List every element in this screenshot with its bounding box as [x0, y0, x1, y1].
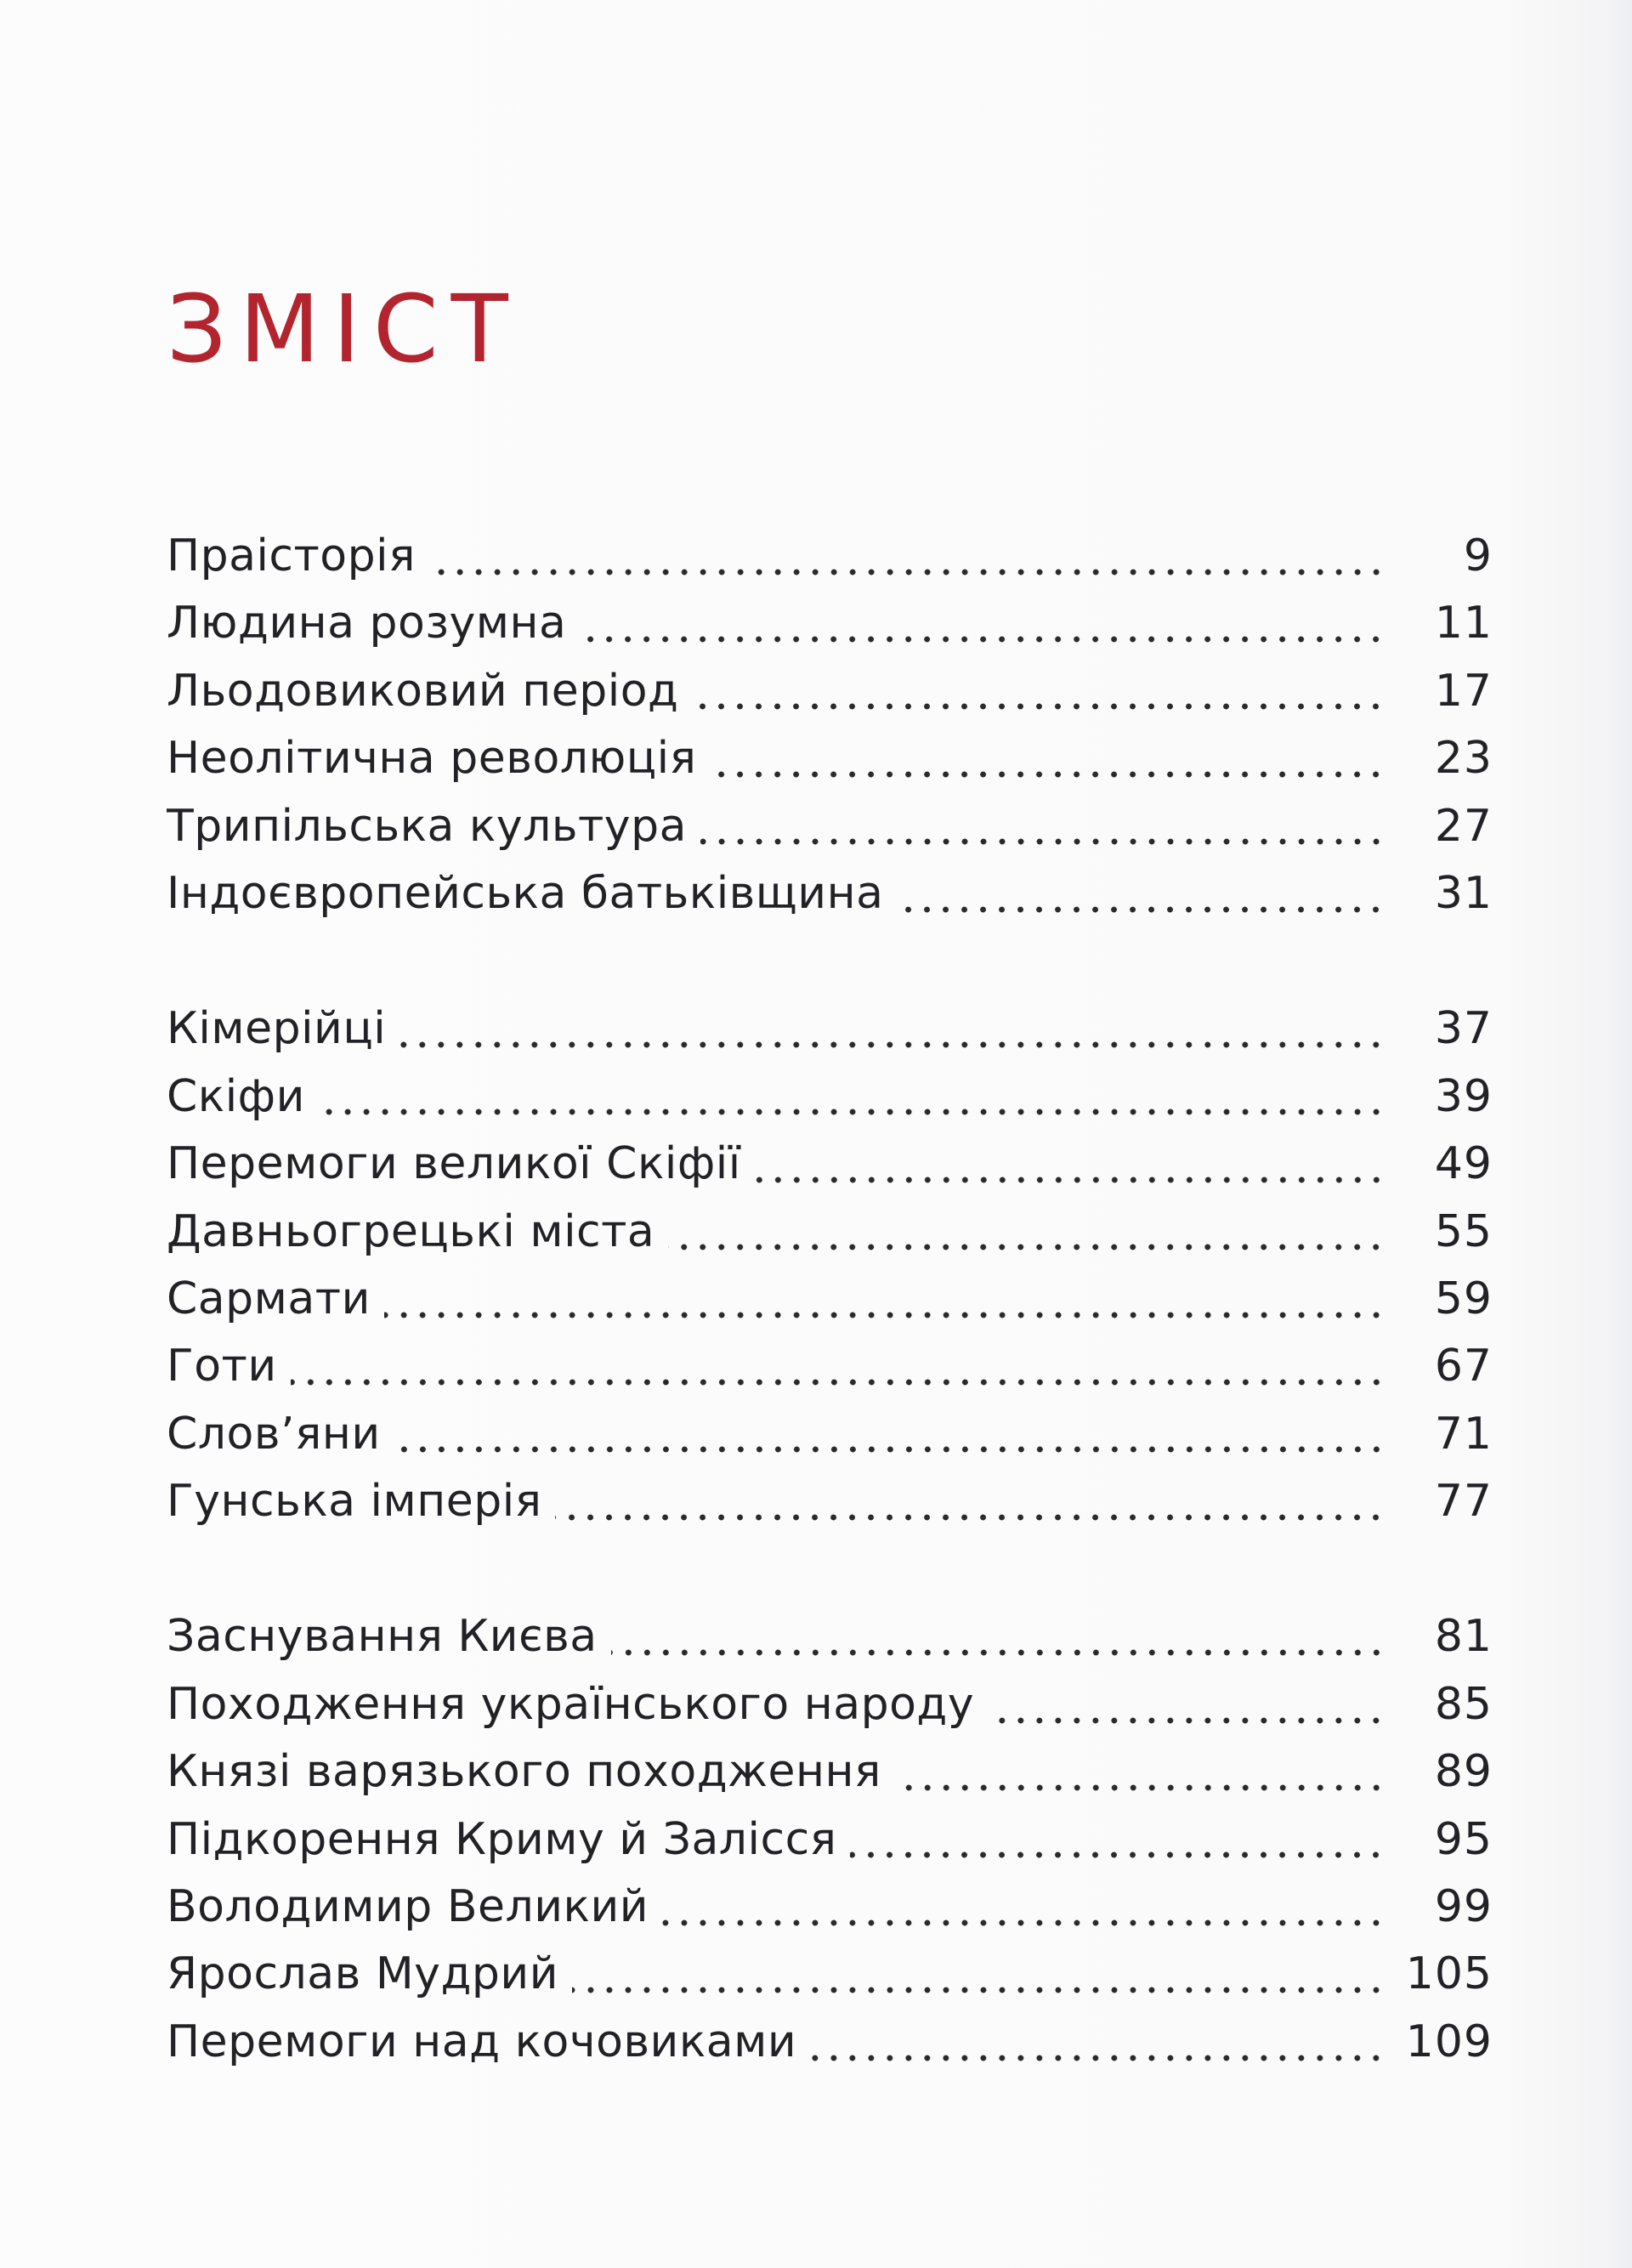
- toc-entry-page: 55: [1434, 1205, 1493, 1257]
- dot-leader: [572, 1987, 1386, 1993]
- toc-entry-title: Готи: [167, 1341, 277, 1392]
- toc-entry-title: Праісторія: [167, 530, 416, 581]
- toc-entry-title: Підкорення Криму й Залісся: [167, 1813, 837, 1865]
- toc-entry-page: 71: [1434, 1408, 1493, 1460]
- toc-entry[interactable]: [167, 995, 1493, 1063]
- toc-entry-title: Трипільська культура: [167, 800, 687, 852]
- dot-leader: [700, 838, 1386, 845]
- toc-entry-page: 37: [1434, 1003, 1493, 1055]
- toc-entry-page: 49: [1434, 1138, 1493, 1190]
- toc-entry-title: Перемоги над кочовиками: [167, 2016, 797, 2067]
- toc-entry-title: Льодовиковий період: [167, 665, 679, 717]
- toc-entry-title: Походження українського народу: [167, 1678, 975, 1730]
- toc-entry-page: 81: [1434, 1611, 1493, 1663]
- toc-section-3: [167, 1603, 1493, 2076]
- toc-entry[interactable]: [167, 1063, 1493, 1131]
- toc-entry[interactable]: [167, 793, 1493, 860]
- toc-entry[interactable]: [167, 1874, 1493, 1941]
- toc-entry-title: Скіфи: [167, 1070, 305, 1122]
- dot-leader: [580, 636, 1386, 643]
- toc-entry-title: Заснування Києва: [167, 1611, 598, 1663]
- toc-entry-title: Сармати: [167, 1273, 371, 1324]
- toc-entry-page: 95: [1434, 1813, 1493, 1865]
- toc-entry-title: Слов’яни: [167, 1408, 381, 1460]
- page-edge-shadow: [1612, 0, 1632, 2268]
- contents-title: ЗМІСТ: [167, 275, 521, 383]
- toc-section-1: [167, 523, 1493, 927]
- toc-entry-page: 67: [1434, 1341, 1493, 1392]
- dot-leader: [291, 1379, 1386, 1386]
- dot-leader: [850, 1851, 1386, 1858]
- toc-entry-title: Володимир Великий: [167, 1881, 649, 1933]
- toc-entry[interactable]: [167, 523, 1493, 590]
- toc-entry-title: Людина розумна: [167, 598, 567, 649]
- dot-leader: [692, 703, 1386, 710]
- dot-leader: [895, 1784, 1386, 1791]
- toc-entry[interactable]: [167, 1738, 1493, 1806]
- toc-entry[interactable]: [167, 658, 1493, 725]
- toc-entry-page: 17: [1434, 665, 1493, 717]
- toc-section-2: [167, 995, 1493, 1535]
- toc-entry-page: 39: [1434, 1070, 1493, 1122]
- dot-leader: [897, 906, 1386, 913]
- toc-entry-page: 9: [1463, 530, 1493, 581]
- dot-leader: [384, 1312, 1386, 1318]
- toc-entry[interactable]: [167, 1131, 1493, 1198]
- toc-entry[interactable]: [167, 1806, 1493, 1874]
- toc-entry-title: Гунська імперія: [167, 1476, 542, 1528]
- toc-entry[interactable]: [167, 590, 1493, 657]
- toc-entry-title: Перемоги великої Скіфії: [167, 1138, 741, 1190]
- toc-entry-title: Давньогрецькі міста: [167, 1205, 655, 1257]
- toc-entry-page: 109: [1405, 2016, 1493, 2067]
- dot-leader: [668, 1244, 1386, 1250]
- toc-entry[interactable]: [167, 1333, 1493, 1400]
- toc-entry-title: Кімерійці: [167, 1003, 387, 1055]
- dot-leader: [662, 1919, 1386, 1926]
- dot-leader: [810, 2055, 1386, 2061]
- toc-entry[interactable]: [167, 1401, 1493, 1468]
- dot-leader: [429, 569, 1386, 576]
- toc-entry[interactable]: [167, 1199, 1493, 1266]
- toc-entry-title: Неолітична революція: [167, 733, 697, 785]
- toc-entry[interactable]: [167, 1266, 1493, 1333]
- toc-entry-page: 23: [1434, 733, 1493, 785]
- toc-entry-page: 31: [1434, 867, 1493, 919]
- dot-leader: [394, 1446, 1386, 1453]
- toc-entry-page: 77: [1434, 1476, 1493, 1528]
- dot-leader: [710, 771, 1386, 778]
- toc-entry-page: 59: [1434, 1273, 1493, 1324]
- table-of-contents: [167, 523, 1493, 2144]
- dot-leader: [555, 1514, 1386, 1521]
- toc-entry[interactable]: [167, 1941, 1493, 2008]
- toc-entry[interactable]: [167, 1468, 1493, 1535]
- toc-entry[interactable]: [167, 1671, 1493, 1738]
- toc-entry-page: 105: [1405, 1948, 1493, 2000]
- dot-leader: [988, 1717, 1386, 1724]
- toc-entry[interactable]: [167, 2009, 1493, 2076]
- toc-entry-page: 85: [1434, 1678, 1493, 1730]
- toc-entry-title: Індоєвропейська батьківщина: [167, 867, 884, 919]
- dot-leader: [611, 1649, 1386, 1656]
- toc-entry-title: Ярослав Мудрий: [167, 1948, 559, 2000]
- toc-entry-page: 99: [1434, 1881, 1493, 1933]
- dot-leader: [319, 1108, 1386, 1115]
- toc-entry-page: 11: [1434, 598, 1493, 649]
- dot-leader: [755, 1177, 1386, 1183]
- toc-entry[interactable]: [167, 725, 1493, 792]
- toc-entry-title: Князі варязького походження: [167, 1746, 881, 1798]
- toc-entry-page: 27: [1434, 800, 1493, 852]
- toc-entry-page: 89: [1434, 1746, 1493, 1798]
- toc-entry[interactable]: [167, 1603, 1493, 1670]
- dot-leader: [400, 1041, 1386, 1048]
- toc-entry[interactable]: [167, 860, 1493, 927]
